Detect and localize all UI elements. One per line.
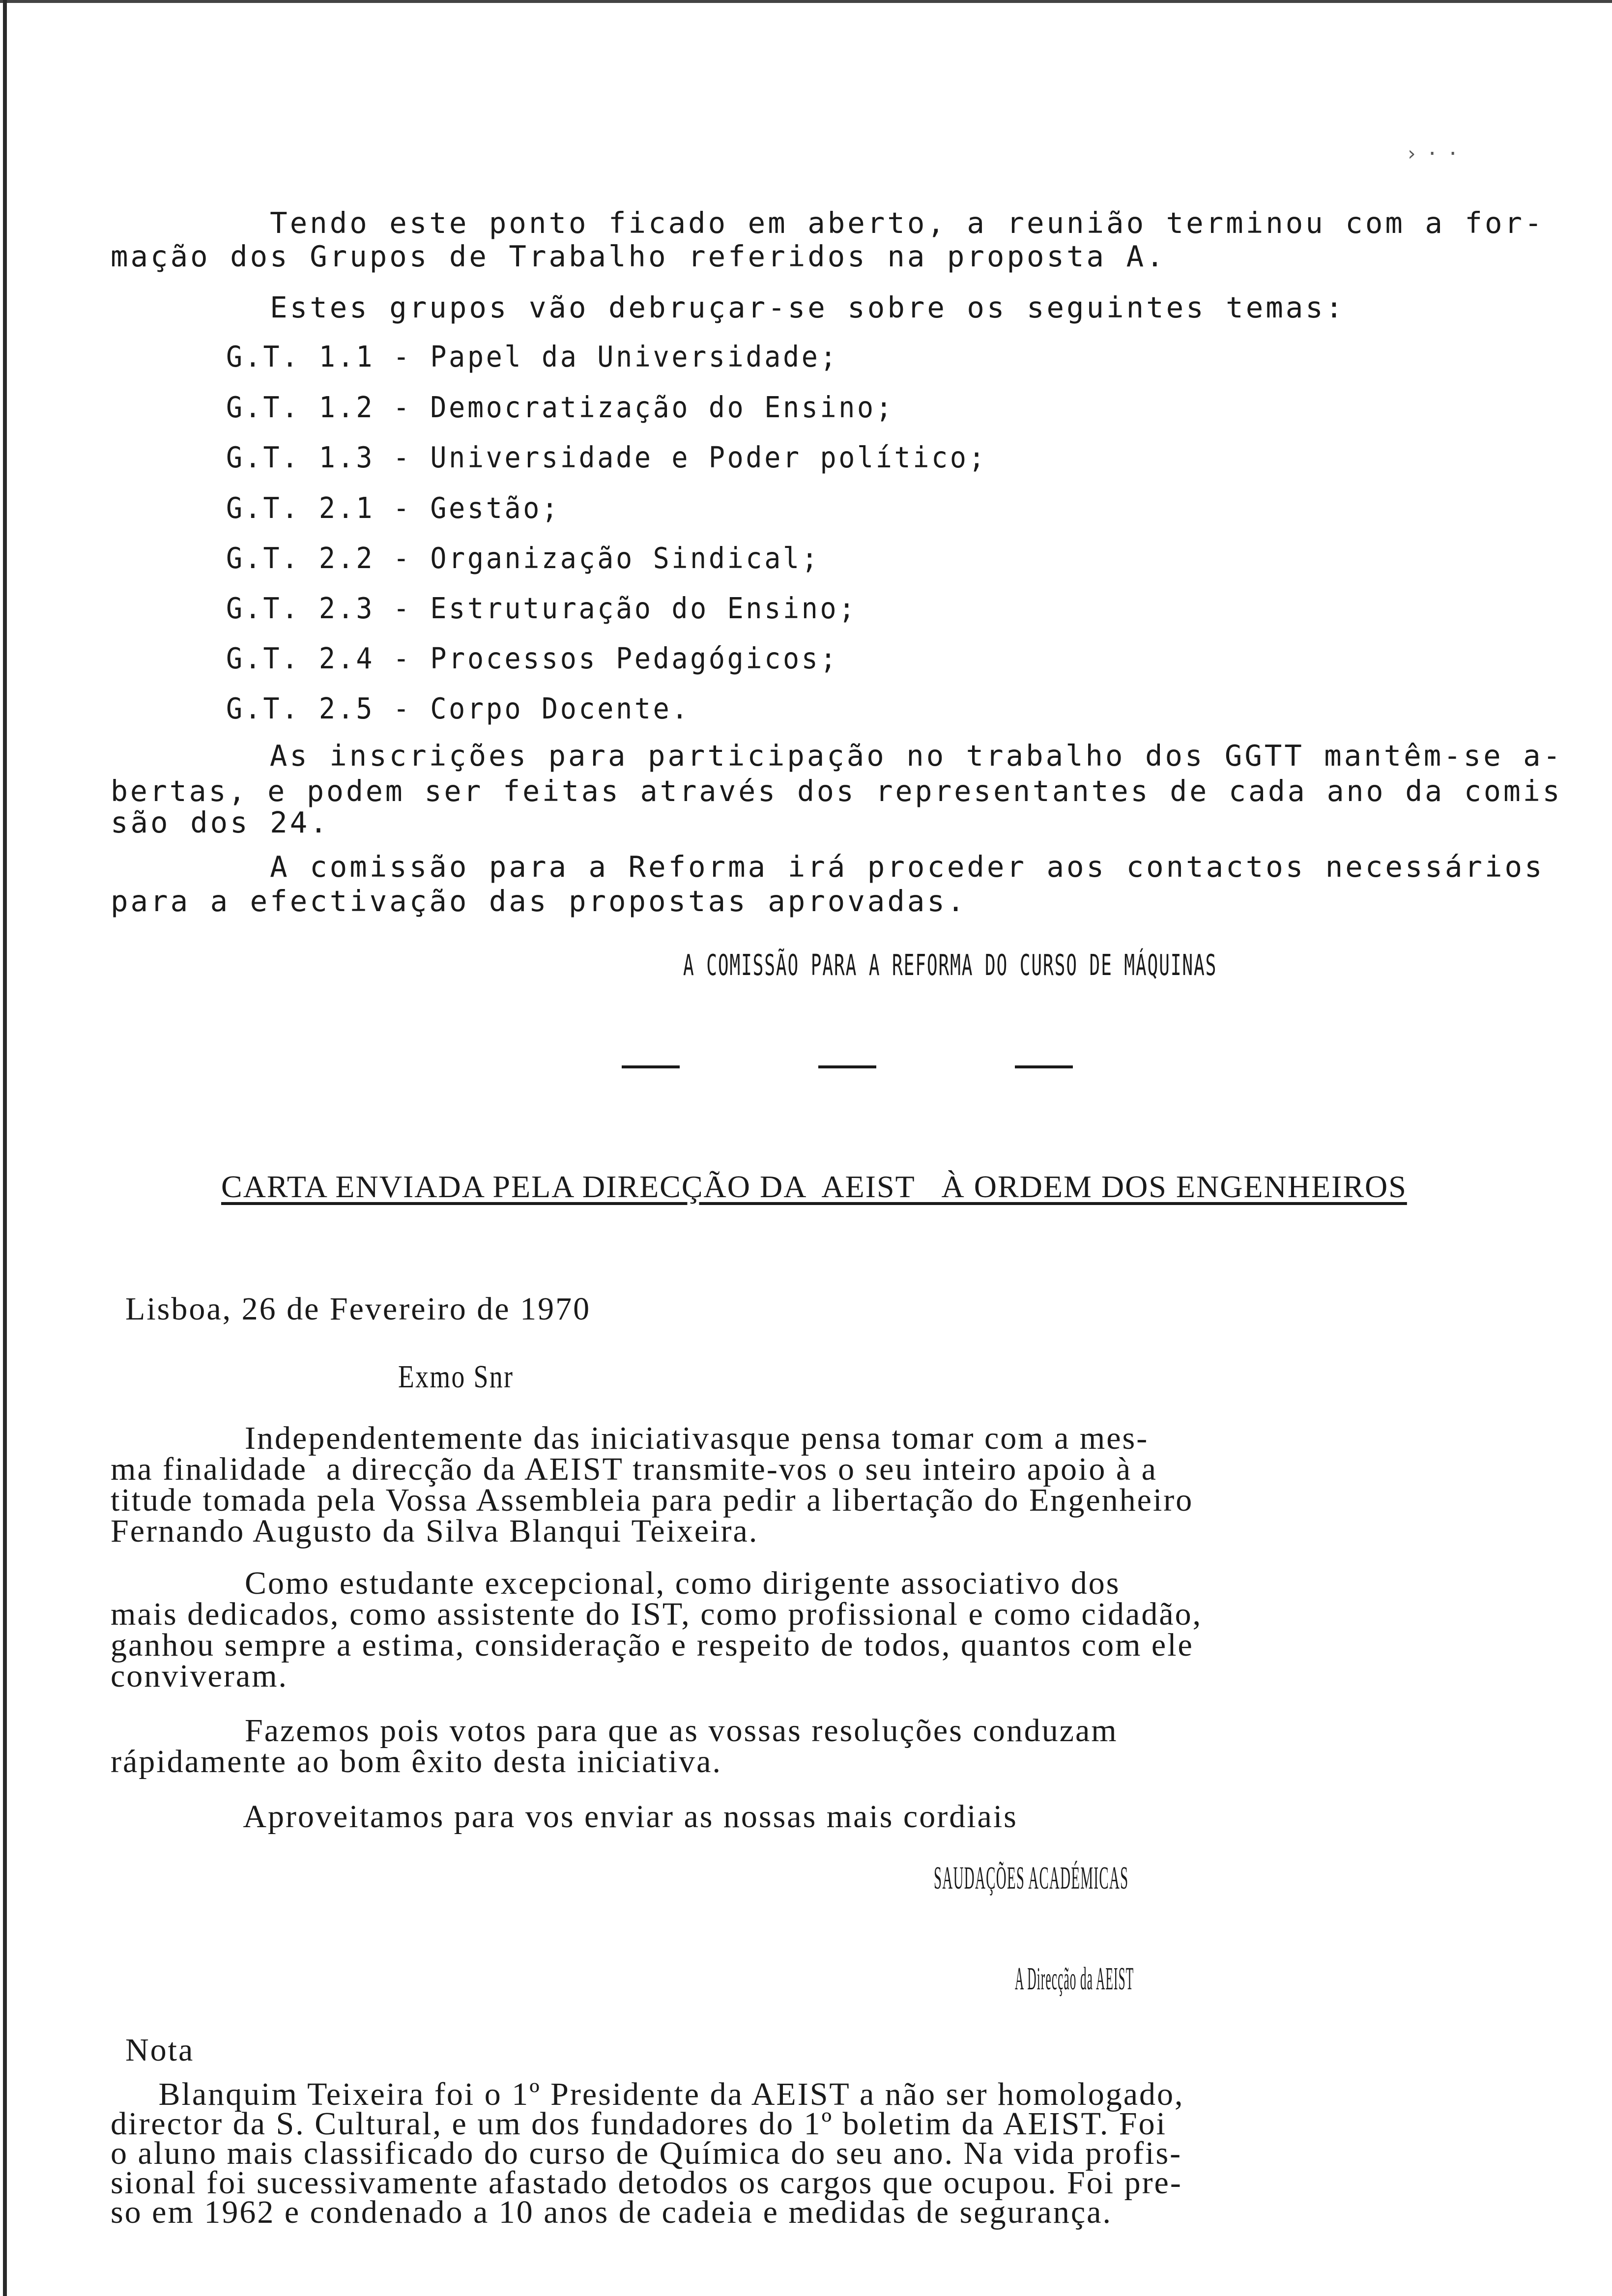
separator-dash — [622, 1065, 680, 1068]
letter-para1-line2: ma finalidade a direcção da AEIST transmite-vos o seu inteiro apoio à a — [111, 1451, 1157, 1487]
group-item: G.T. 1.2 - Democratização do Ensino; — [226, 390, 894, 424]
group-item: G.T. 2.2 - Organização Sindical; — [226, 541, 820, 575]
letter-para2-line1: Como estudante excepcional, como dirigente associativo dos — [111, 1565, 1121, 1601]
letter-para1-line3: titude tomada pela Vossa Assembleia para pedir a libertação do Engenheiro — [111, 1482, 1194, 1518]
letter-para3-line1: Fazemos pois votos para que as vossas resoluções conduzam — [111, 1713, 1118, 1749]
p1-para2: Estes grupos vão debruçar-se sobre os seguintes temas: — [111, 290, 1346, 324]
p1-para3-line2: bertas, e podem ser feitas através dos representantes de cada ano da comis — [111, 774, 1562, 808]
letter-heading: CARTA ENVIADA PELA DIRECÇÃO DA AEIST À ORDEM DOS ENGENHEIROS — [221, 1169, 1407, 1204]
note-line: sional foi sucessivamente afastado detodos os cargos que ocupou. Foi pre- — [111, 2165, 1182, 2201]
group-item: G.T. 2.5 - Corpo Docente. — [226, 691, 691, 725]
note-title: Nota — [125, 2032, 195, 2068]
note-line: so em 1962 e condenado a 10 anos de cadeia e medidas de segurança. — [111, 2194, 1112, 2230]
letter-para2-line3: ganhou sempre a estima, consideração e respeito de todos, quantos com ele — [111, 1627, 1194, 1663]
letter-para2-line2: mais dedicados, como assistente do IST, como profissional e como cidadão, — [111, 1596, 1203, 1632]
letter-date: Lisboa, 26 de Fevereiro de 1970 — [125, 1291, 591, 1327]
note-line: director da S. Cultural, e um dos fundadores do 1º boletim da AEIST. Foi — [111, 2106, 1167, 2142]
letter-signature: A Direcção da AEIST — [1015, 1961, 1134, 1997]
letter-para2-line4: conviveram. — [111, 1658, 288, 1694]
separator-dash — [818, 1065, 876, 1068]
separator-dash — [1015, 1065, 1073, 1068]
note-line: o aluno mais classificado do curso de Química do seu ano. Na vida profis- — [111, 2135, 1182, 2171]
letter-para1-line1: Independentemente das iniciativasque pensa tomar com a mes- — [111, 1420, 1149, 1456]
group-item: G.T. 1.1 - Papel da Universidade; — [226, 340, 839, 373]
scan-left-edge — [3, 0, 7, 2296]
p1-para3-line1: As inscrições para participação no trabalho dos GGTT mantêm-se a- — [111, 739, 1563, 773]
letter-closing: SAUDAÇÕES ACADÉMICAS — [934, 1860, 1129, 1896]
p1-para4-line1: A comissão para a Reforma irá proceder aos contactos necessários — [111, 850, 1545, 884]
scan-top-edge — [0, 0, 1612, 3]
p1-para4-line2: para a efectivação das propostas aprovadas. — [111, 884, 967, 918]
commission-signature: A COMISSÃO PARA A REFORMA DO CURSO DE MÁQUINAS — [683, 948, 1217, 982]
p1-para1-line1: Tendo este ponto ficado em aberto, a reunião terminou com a for- — [111, 206, 1545, 240]
note-line: Blanquim Teixeira foi o 1º Presidente da AEIST a não ser homologado, — [111, 2076, 1184, 2112]
letter-para4: Aproveitamos para vos enviar as nossas mais cordiais — [111, 1799, 1018, 1835]
group-item: G.T. 1.3 - Universidade e Poder político; — [226, 440, 987, 474]
letter-para3-line2: rápidamente ao bom êxito desta iniciativa. — [111, 1744, 722, 1779]
group-item: G.T. 2.1 - Gestão; — [226, 491, 560, 525]
p1-para3-line3: são dos 24. — [111, 805, 330, 839]
letter-salutation: Exmo Snr — [398, 1359, 514, 1395]
group-item: G.T. 2.3 - Estruturação do Ensino; — [226, 591, 858, 625]
p1-para1-line2: mação dos Grupos de Trabalho referidos na proposta A. — [111, 239, 1166, 273]
scan-marks: ›·· — [1406, 143, 1468, 165]
group-item: G.T. 2.4 - Processos Pedagógicos; — [226, 641, 839, 675]
letter-para1-line4: Fernando Augusto da Silva Blanqui Teixeira. — [111, 1513, 759, 1549]
